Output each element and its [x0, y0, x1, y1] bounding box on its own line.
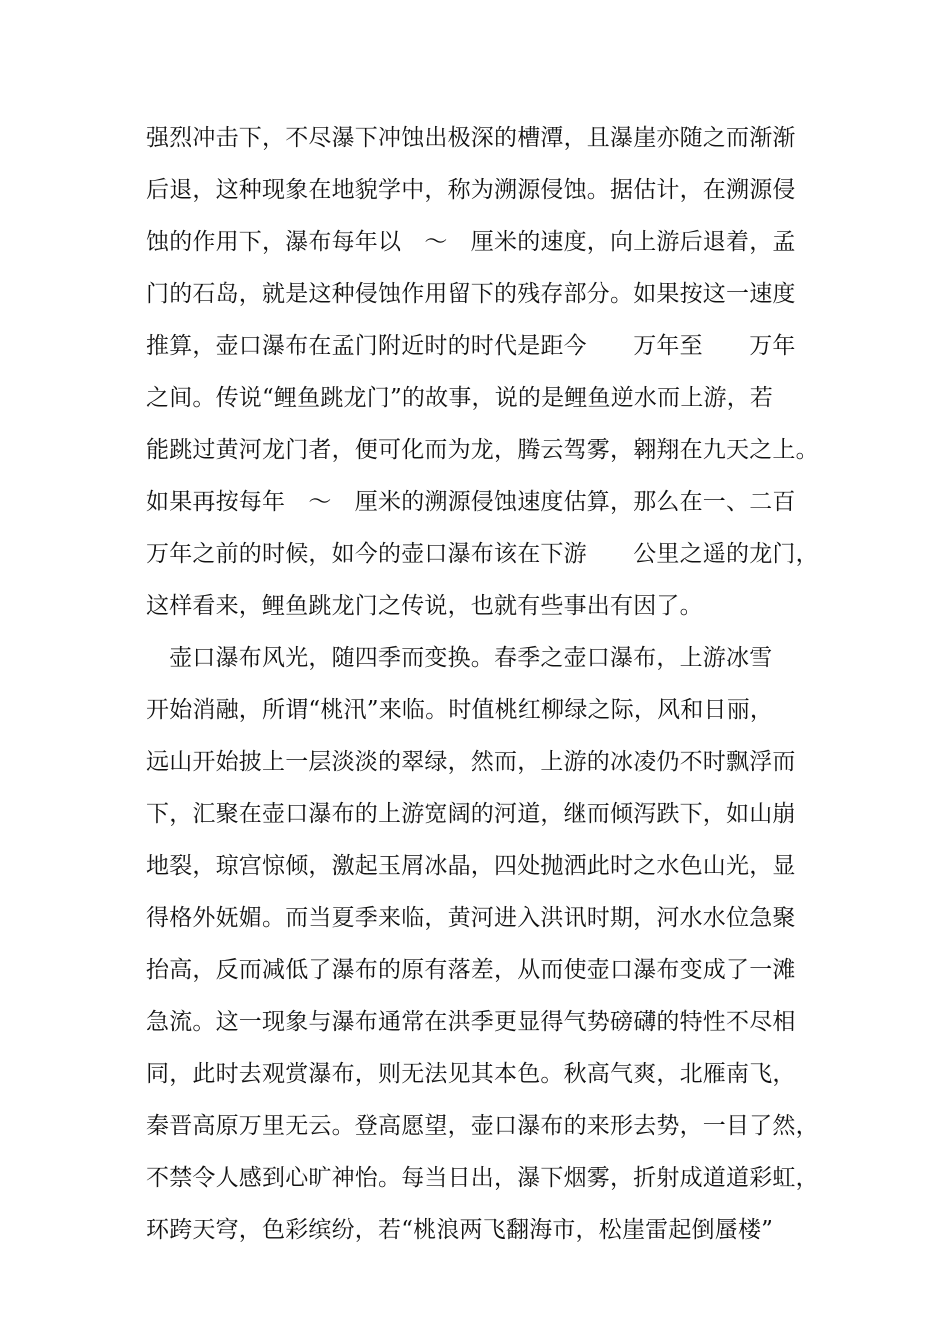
- paragraph: [146, 112, 819, 632]
- text-line: 下，汇聚在壶口瀑布的上游宽阔的河道，继而倾泻跌下，如山崩: [146, 801, 796, 827]
- text-line: 如果再按每年 ～ 厘米的溯源侵蚀速度估算，那么在一、二百: [146, 489, 796, 515]
- text-line: 得格外妩媚。而当夏季来临，黄河进入洪讯时期，河水水位急聚: [146, 905, 796, 931]
- text-line: 不禁令人感到心旷神怡。每当日出，瀑下烟雾，折射成道道彩虹，: [146, 1165, 819, 1191]
- text-line: 之间。传说“鲤鱼跳龙门”的故事，说的是鲤鱼逆水而上游，若: [146, 385, 774, 411]
- text-line: 蚀的作用下，瀑布每年以 ～ 厘米的速度，向上游后退着，孟: [146, 229, 796, 255]
- text-line: 推算，壶口瀑布在孟门附近时的时代是距今 万年至 万年: [146, 333, 796, 359]
- text-line: 万年之前的时候，如今的壶口瀑布该在下游 公里之遥的龙门，: [146, 541, 819, 567]
- text-line: 能跳过黄河龙门者，便可化而为龙，腾云驾雾，翱翔在九天之上。: [146, 437, 819, 463]
- text-line: 秦晋高原万里无云。登高愿望，壶口瀑布的来形去势，一目了然，: [146, 1113, 819, 1139]
- text-line: 抬高，反而减低了瀑布的原有落差，从而使壶口瀑布变成了一滩: [146, 957, 796, 983]
- text-line: 开始消融，所谓“桃汛”来临。时值桃红柳绿之际，风和日丽，: [146, 697, 774, 723]
- text-line: 门的石岛，就是这种侵蚀作用留下的残存部分。如果按这一速度: [146, 281, 796, 307]
- text-line: 地裂，琼宫惊倾，激起玉屑冰晶，四处抛洒此时之水色山光，显: [146, 853, 796, 879]
- text-line: 壶口瀑布风光，随四季而变换。春季之壶口瀑布，上游冰雪: [146, 645, 773, 671]
- text-line: 环跨天穹，色彩缤纷，若“桃浪两飞翻海市，松崖雷起倒蜃楼”: [146, 1217, 774, 1243]
- text-line: 同，此时去观赏瀑布，则无法见其本色。秋高气爽，北雁南飞，: [146, 1061, 796, 1087]
- text-line: 远山开始披上一层淡淡的翠绿，然而，上游的冰凌仍不时飘浮而: [146, 749, 796, 775]
- text-line: 强烈冲击下，不尽瀑下冲蚀出极深的槽潭，且瀑崖亦随之而渐渐: [146, 125, 796, 151]
- text-line: 后退，这种现象在地貌学中，称为溯源侵蚀。据估计，在溯源侵: [146, 177, 796, 203]
- paragraph: [146, 632, 819, 1256]
- text-line: 这样看来，鲤鱼跳龙门之传说，也就有些事出有因了。: [146, 593, 703, 619]
- text-line: 急流。这一现象与瀑布通常在洪季更显得气势磅礴的特性不尽相: [146, 1009, 796, 1035]
